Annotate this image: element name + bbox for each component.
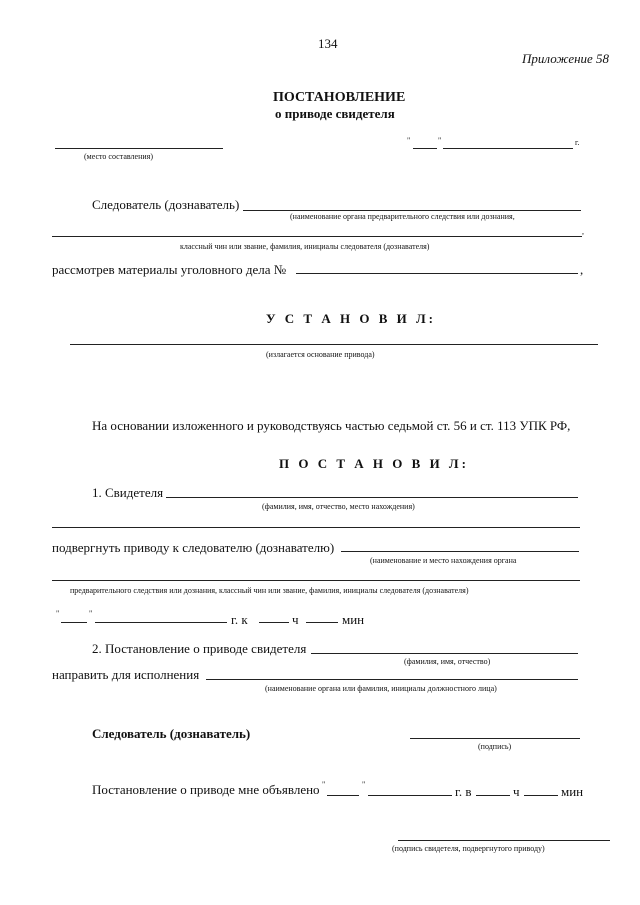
ground-line[interactable] [70,344,598,345]
date-month-year-line[interactable] [443,148,573,149]
announced-g-label: г. в [455,784,472,799]
time-g-label: г. к [231,612,248,627]
date-day-line[interactable] [413,148,437,149]
page-number: 134 [318,36,338,51]
announced-quote-close: " [362,780,366,789]
announced-day-line[interactable] [327,795,359,796]
time-h-label: ч [292,612,299,627]
case-number-line[interactable] [296,273,578,274]
execute-text: направить для исполнения [52,667,200,682]
time-minutes-line[interactable] [306,622,338,623]
announced-month-line[interactable] [368,795,452,796]
organ-hint-2: предварительного следствия или дознания, классный чин или звание, фамилия, инициалы следователя (дознавателя) [70,586,469,595]
organ-line[interactable] [341,551,579,552]
document-subtitle: о приводе свидетеля [275,106,395,121]
item1-label: 1. Свидетеля [92,485,164,500]
execute-hint: (наименование органа или фамилия, инициалы должностного лица) [265,684,497,693]
investigator-label: Следователь (дознаватель) [92,197,240,212]
time-hours-line[interactable] [259,622,289,623]
announced-quote-open: " [322,780,326,789]
signer-label: Следователь (дознаватель) [92,726,251,741]
appendix-label: Приложение 58 [522,51,610,66]
item1-witness-line-2[interactable] [52,527,580,528]
subject-text: подвергнуть приводу к следователю (дознавателю) [52,540,335,555]
item1-hint: (фамилия, имя, отчество, место нахождения) [262,502,415,511]
announced-min-label: мин [561,784,584,799]
announced-minutes-line[interactable] [524,795,558,796]
organ-line-2[interactable] [52,580,580,581]
item1-witness-line[interactable] [166,497,578,498]
time-quote-open: " [56,609,60,618]
item2-hint: (фамилия, имя, отчество) [404,657,491,666]
time-min-label: мин [342,612,365,627]
item2-line[interactable] [311,653,578,654]
time-month-line[interactable] [95,622,227,623]
execute-line[interactable] [206,679,578,680]
time-day-line[interactable] [61,622,87,623]
year-suffix: г. [575,138,580,147]
investigator-line[interactable] [243,210,581,211]
investigator-line-2[interactable] [52,236,582,237]
announced-h-label: ч [513,784,520,799]
ground-hint: (излагается основание привода) [266,350,375,359]
decided-heading: П О С Т А Н О В И Л: [279,456,469,471]
line-comma-1: , [582,227,584,236]
date-quote-close: " [438,136,442,145]
witness-signature-hint: (подпись свидетеля, подвергнутого приводу) [392,844,545,853]
established-heading: У С Т А Н О В И Л: [266,311,437,326]
line-comma-2: , [580,262,584,277]
date-quote-open: " [407,136,411,145]
case-text: рассмотрев материалы уголовного дела № [52,262,287,277]
time-quote-close: " [89,609,93,618]
basis-text: На основании изложенного и руководствуясь частью седьмой ст. 56 и ст. 113 УПК РФ, [92,418,571,433]
announced-text: Постановление о приводе мне объявлено [92,782,320,797]
organ-hint-1: (наименование и место нахождения органа [370,556,517,565]
investigator-hint-1: (наименование органа предварительного следствия или дознания, [290,212,515,221]
announced-hours-line[interactable] [476,795,510,796]
investigator-hint-2: классный чин или звание, фамилия, инициалы следователя (дознавателя) [180,242,430,251]
place-hint: (место составления) [84,152,153,161]
item2-label: 2. Постановление о приводе свидетеля [92,641,307,656]
place-line[interactable] [55,148,223,149]
signature-line[interactable] [410,738,580,739]
signature-hint: (подпись) [478,742,512,751]
witness-signature-line[interactable] [398,840,610,841]
document-title: ПОСТАНОВЛЕНИЕ [273,90,406,105]
